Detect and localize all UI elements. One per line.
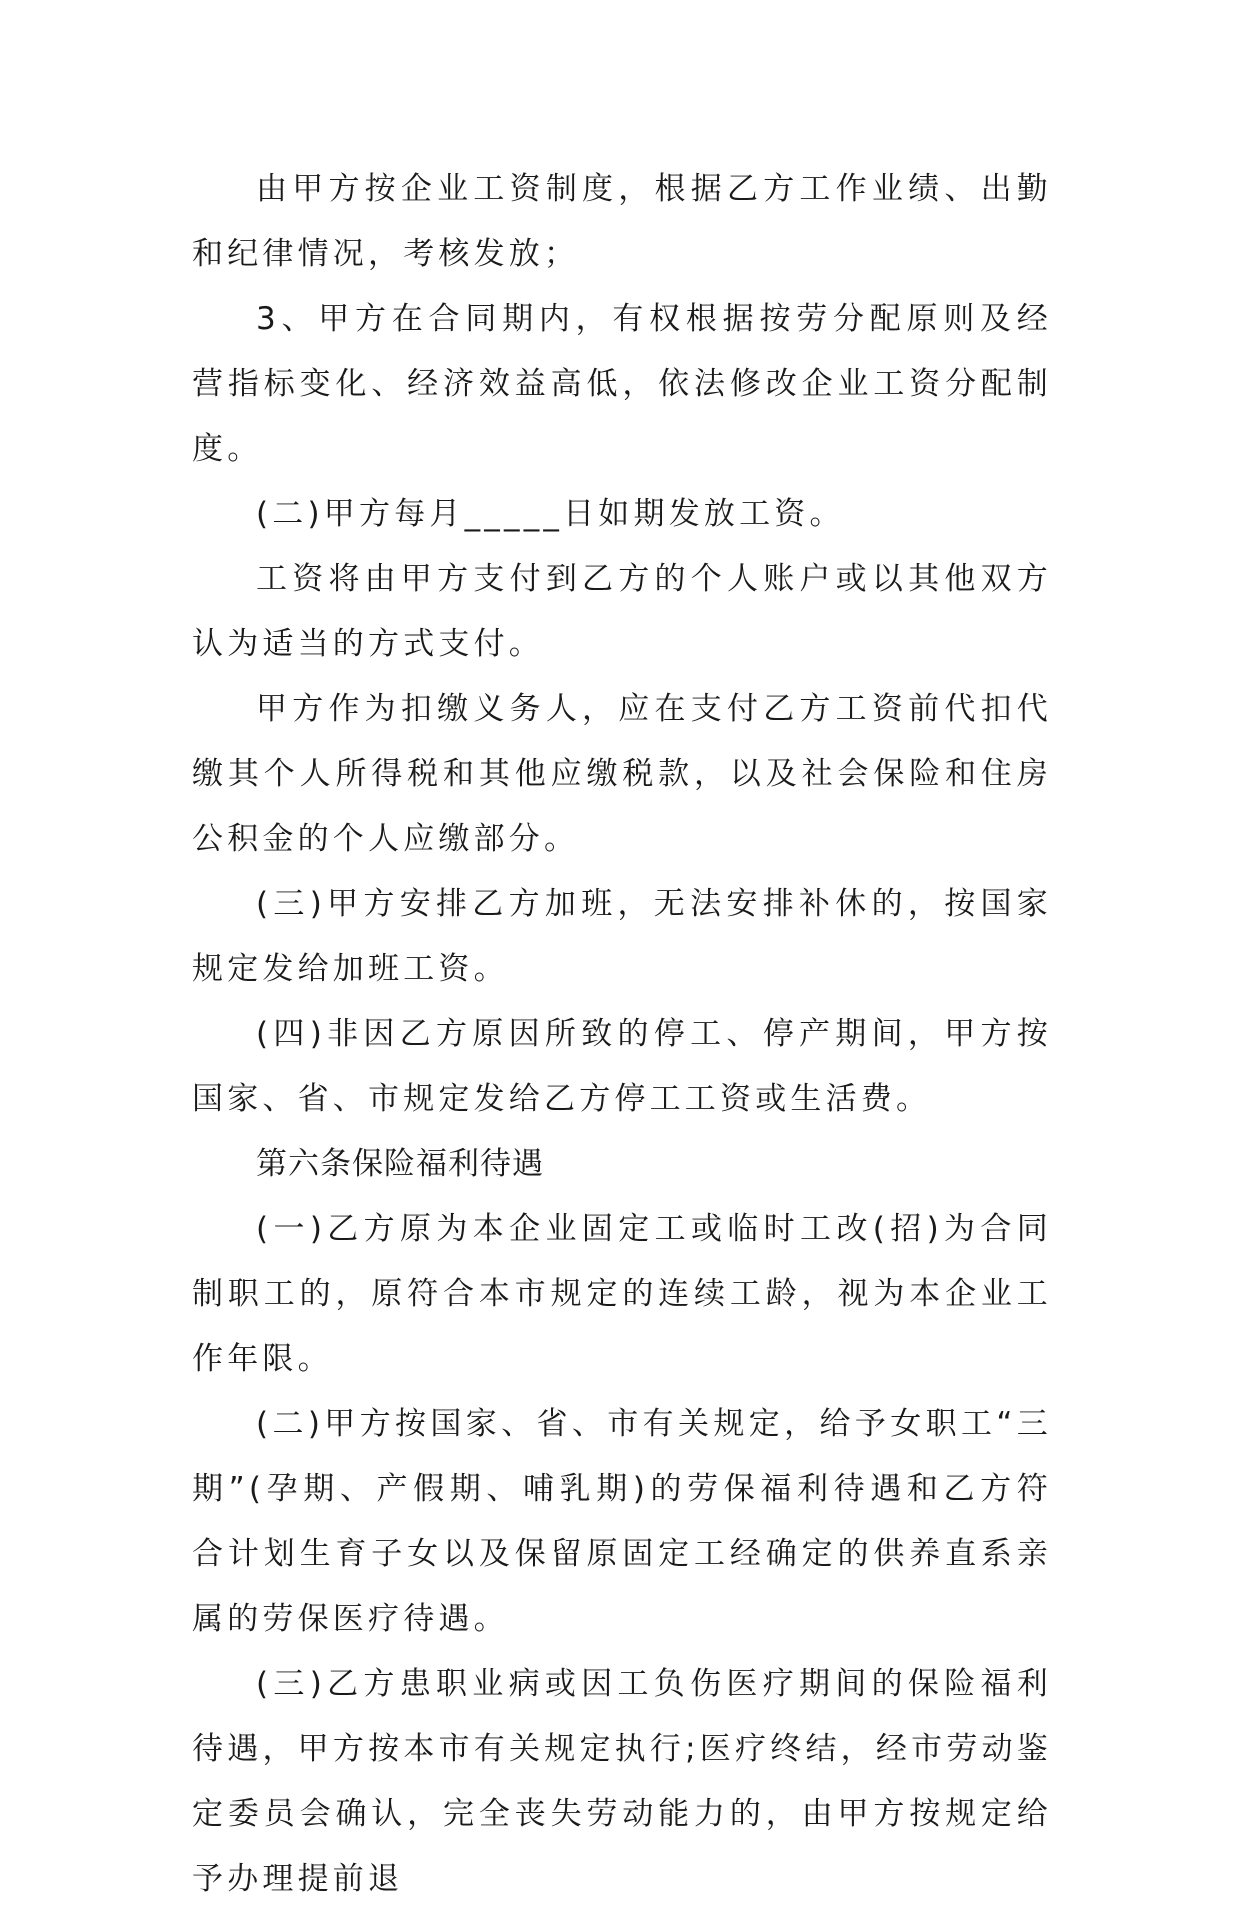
paragraph-wage-system-revision: 3、甲方在合同期内，有权根据按劳分配原则及经营指标变化、经济效益高低，依法修改企业工资分配制度。 [192, 301, 1052, 467]
paragraph-occupational-injury: (三)乙方患职业病或因工负伤医疗期间的保险福利待遇，甲方按本市有关规定执行;医疗终结，经市劳动鉴定委员会确认，完全丧失劳动能力的，由甲方按规定给予办理提前退 [192, 1666, 1052, 1897]
paragraph-wage-assessment: 由甲方按企业工资制度，根据乙方工作业绩、出勤和纪律情况，考核发放； [192, 171, 1052, 272]
section-heading-insurance-welfare: 第六条保险福利待遇 [256, 1146, 544, 1182]
paragraph-payday: (二)甲方每月_____日如期发放工资。 [256, 496, 845, 532]
paragraph-tax-withholding: 甲方作为扣缴义务人，应在支付乙方工资前代扣代缴其个人所得税和其他应缴税款，以及社会保险和住房公积金的个人应缴部分。 [192, 691, 1052, 857]
paragraph-payment-method: 工资将由甲方支付到乙方的个人账户或以其他双方认为适当的方式支付。 [192, 561, 1052, 662]
paragraph-work-stoppage: (四)非因乙方原因所致的停工、停产期间，甲方按国家、省、市规定发给乙方停工工资或生活费。 [192, 1016, 1052, 1117]
paragraph-overtime-pay: (三)甲方安排乙方加班，无法安排补休的，按国家规定发给加班工资。 [192, 886, 1052, 987]
paragraph-female-worker-benefits: (二)甲方按国家、省、市有关规定，给予女职工“三期”(孕期、产假期、哺乳期)的劳保福利待遇和乙方符合计划生育子女以及保留原固定工经确定的供养直系亲属的劳保医疗待遇。 [192, 1406, 1052, 1637]
paragraph-seniority: (一)乙方原为本企业固定工或临时工改(招)为合同制职工的，原符合本市规定的连续工龄，视为本企业工作年限。 [192, 1211, 1052, 1377]
document-body [192, 157, 1052, 1912]
